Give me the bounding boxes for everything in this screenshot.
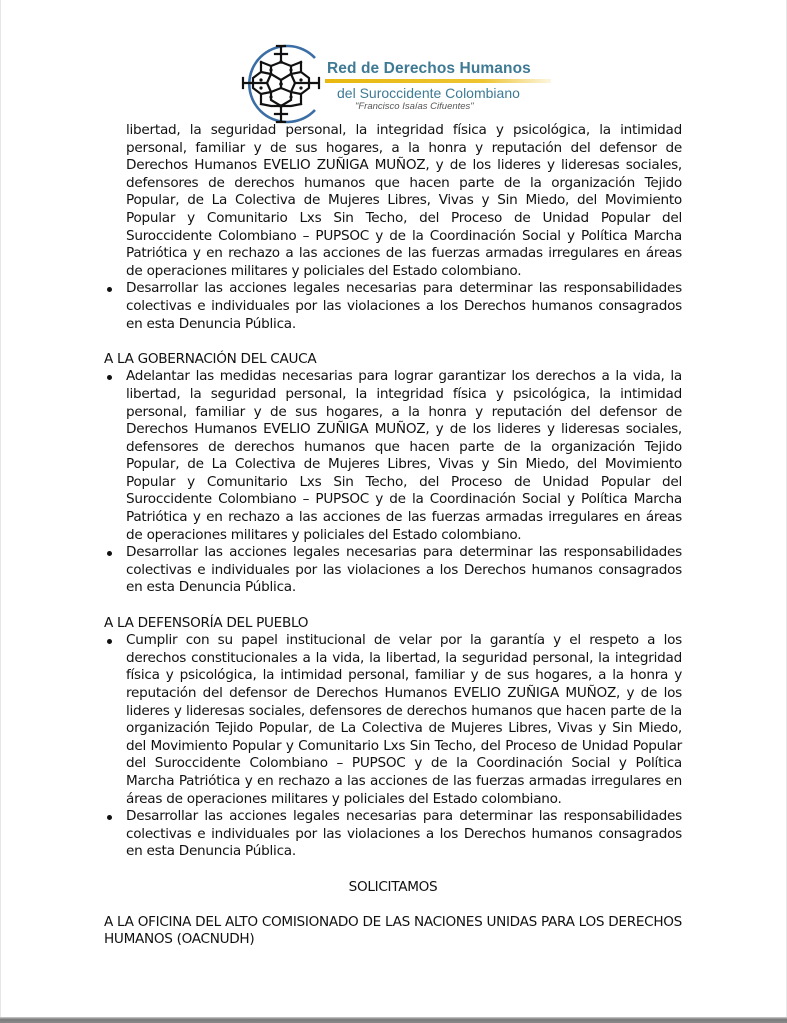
- org-tagline: "Francisco Isaías Cifuentes": [355, 101, 474, 112]
- solicitamos-heading: SOLICITAMOS: [348, 878, 438, 895]
- list-item: [104, 544, 682, 597]
- list-item-text: Desarrollar las acciones legales necesarias para determinar las responsabilidades colectivas e individuales por las violaciones a los Derechos humanos consagrados en esta Denuncia Pública.: [126, 280, 682, 332]
- list-item: [104, 280, 682, 333]
- list-item-text: Desarrollar las acciones legales necesarias para determinar las responsabilidades colectivas e individuales por las violaciones a los Derechos humanos consagrados en esta Denuncia Pública.: [126, 808, 682, 860]
- list-item-text: Adelantar las medidas necesarias para lograr garantizar los derechos a la vida, la libertad, la seguridad personal, la integridad física y psicológica, la intimidad personal, familiar y de sus hogares, a la honra y reputación del defensor de Derechos Humanos EVELIO ZUÑIGA MUÑOZ, y de los lideres y lideresas sociales, defensores de derechos humanos que hacen parte de la organización Tejido Popular, de La Colectiva de Mujeres Libres, Vivas y Sin Miedo, del Movimiento Popular y Comunitario Lxs Sin Techo, del Proceso de Unidad Popular del Suroccidente Colombiano – PUPSOC y de la Coordinación Social y Política Marcha Patriótica y en rechazo a las acciones de las fuerzas armadas irregulares en áreas de operaciones militares y policiales del Estado colombiano.: [126, 368, 682, 543]
- list-item: [104, 368, 682, 544]
- letterhead: [237, 42, 567, 126]
- list-item-text: Cumplir con su papel institucional de velar por la garantía y el respeto a los derechos constitucionales a la vida, la libertad, la seguridad personal, la integridad física y psicológica, la intimidad personal, familiar y de sus hogares, a la honra y reputación del defensor de Derechos Humanos EVELIO ZUÑIGA MUÑOZ, y de los lideres y lideresas sociales, defensores de derechos humanos que hacen parte de la organización Tejido Popular, de La Colectiva de Mujeres Libres, Vivas y Sin Miedo, del Movimiento Popular y Comunitario Lxs Sin Techo, del Proceso de Unidad Popular del Suroccidente Colombiano – PUPSOC y de la Coordinación Social y Política Marcha Patriótica y en rechazo a las acciones de las fuerzas armadas irregulares en áreas de operaciones militares y policiales del Estado colombiano.: [126, 632, 682, 807]
- section-heading-oacnudh: A LA OFICINA DEL ALTO COMISIONADO DE LAS NACIONES UNIDAS PARA LOS DERECHOS HUMANOS (OACNUDH): [104, 913, 682, 948]
- bullet-icon: [107, 815, 112, 820]
- page-boundary: [0, 1017, 787, 1023]
- section-heading-defensoria: A LA DEFENSORÍA DEL PUEBLO: [104, 614, 309, 631]
- document-body: [104, 122, 682, 949]
- list-item: [104, 808, 682, 861]
- org-name-line2: del Suroccidente Colombiano: [337, 85, 520, 101]
- bullet-icon: [107, 287, 112, 292]
- letterhead-text: [325, 60, 561, 112]
- continued-paragraph: libertad, la seguridad personal, la integridad física y psicológica, la intimidad personal, familiar y de sus hogares, a la honra y reputación del defensor de Derechos Humanos EVELIO ZUÑIGA MUÑOZ, y de los lideres y lideresas sociales, defensores de derechos humanos que hacen parte de la organización Tejido Popular, de La Colectiva de Mujeres Libres, Vivas y Sin Miedo, del Movimiento Popular y Comunitario Lxs Sin Techo, del Proceso de Unidad Popular del Suroccidente Colombiano – PUPSOC y de la Coordinación Social y Política Marcha Patriótica y en rechazo a las acciones de las fuerzas armadas irregulares en áreas de operaciones militares y policiales del Estado colombiano.: [126, 122, 682, 279]
- list-item: [104, 632, 682, 808]
- network-emblem-icon: [237, 42, 325, 126]
- bullet-icon: [107, 375, 112, 380]
- bullet-icon: [107, 551, 112, 556]
- list-item-text: Desarrollar las acciones legales necesarias para determinar las responsabilidades colectivas e individuales por las violaciones a los Derechos humanos consagrados en esta Denuncia Pública.: [126, 544, 682, 596]
- continued-list-item: [104, 122, 682, 280]
- bullet-icon: [107, 639, 112, 644]
- org-name-line1: Red de Derechos Humanos: [327, 60, 531, 77]
- letterhead-yellow-bar: [325, 79, 551, 83]
- section-heading-gobernacion: A LA GOBERNACIÓN DEL CAUCA: [104, 350, 317, 367]
